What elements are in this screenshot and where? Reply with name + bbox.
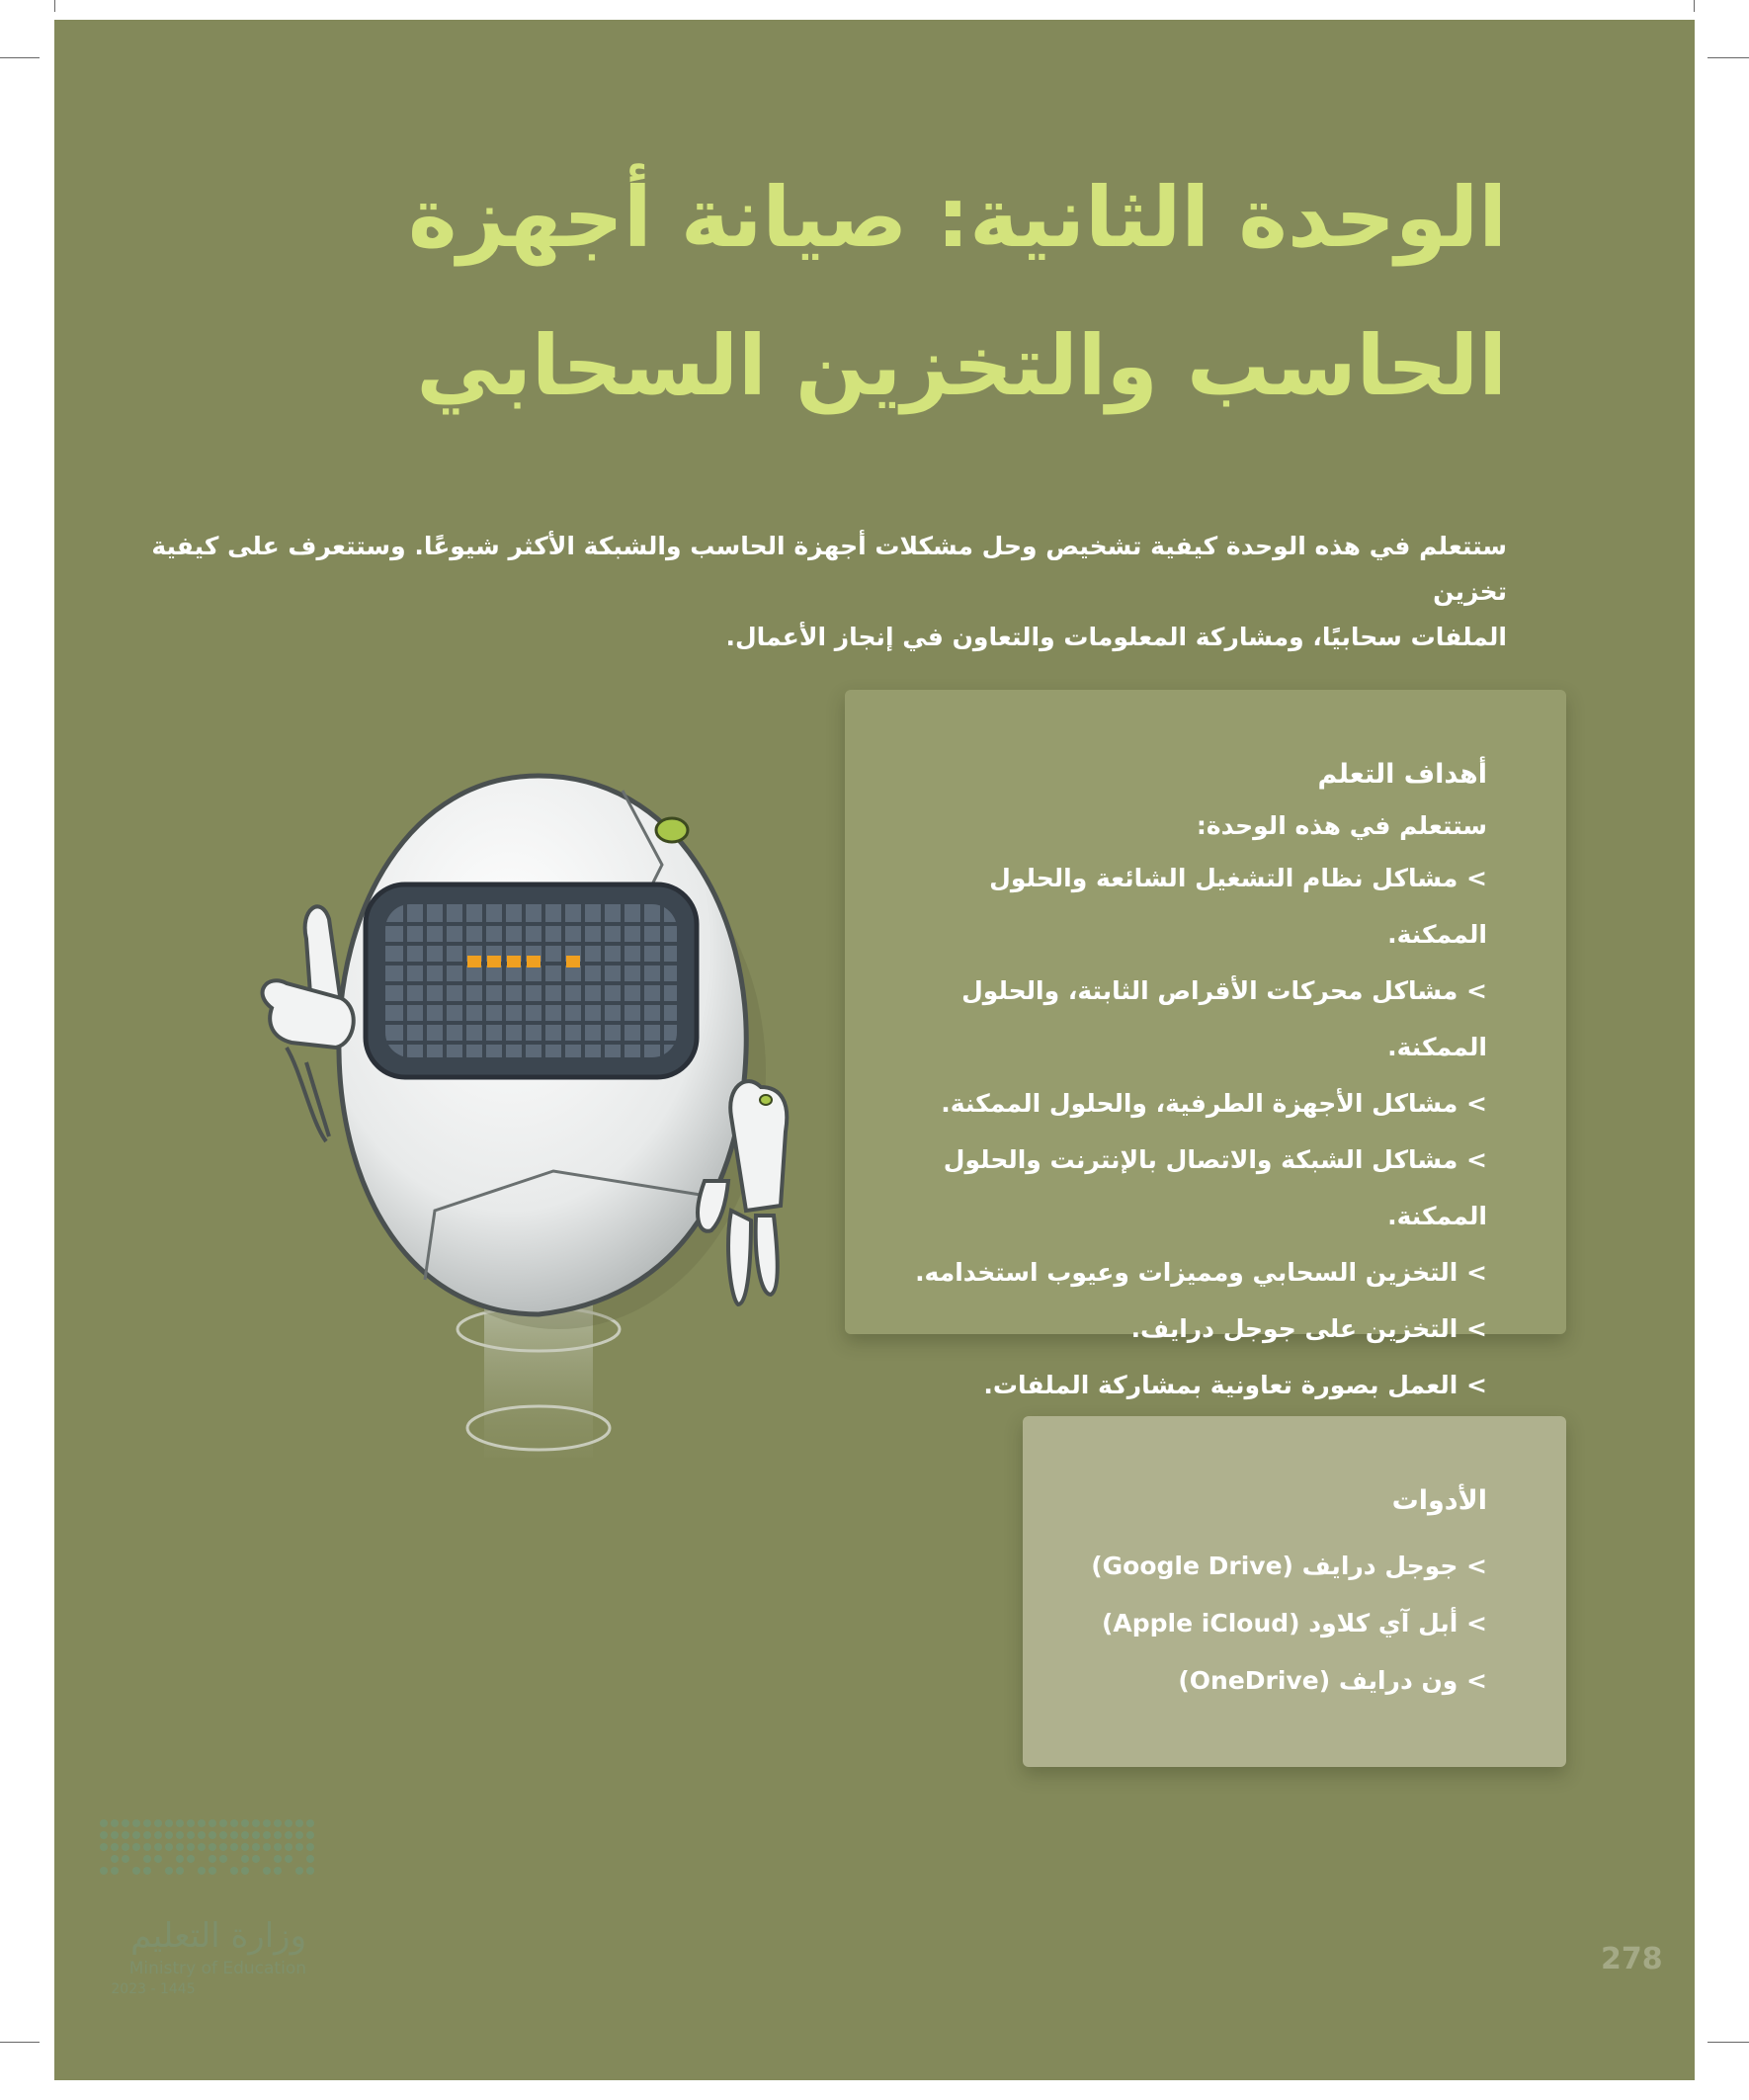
logo-year-text: 2023 - 1445: [111, 1981, 196, 1997]
logo-dot: [241, 1843, 249, 1851]
logo-dot: [165, 1819, 173, 1827]
logo-dot: [230, 1843, 238, 1851]
logo-dot: [176, 1843, 184, 1851]
logo-dot: [208, 1867, 216, 1875]
logo-dot: [295, 1819, 303, 1827]
logo-dot: [198, 1831, 206, 1839]
logo-dot: [111, 1867, 119, 1875]
logo-dot: [274, 1831, 282, 1839]
logo-dot: [219, 1819, 227, 1827]
learning-goals-box: [845, 690, 1566, 1399]
logo-dot: [263, 1819, 271, 1827]
robot-sensor-light: [656, 818, 688, 842]
logo-dot: [252, 1843, 260, 1851]
logo-dot: [132, 1819, 140, 1827]
logo-dot: [122, 1831, 129, 1839]
list-item: > مشاكل محركات الأقراص الثابتة، والحلول الممكنة.: [961, 976, 1487, 1061]
logo-dot: [154, 1843, 162, 1851]
logo-english-text: Ministry of Education: [128, 1959, 306, 1978]
logo-dot: [306, 1831, 314, 1839]
learning-goals-list: [884, 850, 1487, 1413]
logo-dot: [306, 1855, 314, 1863]
logo-dot: [241, 1855, 249, 1863]
logo-dot: [230, 1867, 238, 1875]
logo-dot: [165, 1867, 173, 1875]
logo-dot: [252, 1819, 260, 1827]
logo-dot: [143, 1855, 151, 1863]
learning-goals-title: أهداف التعلم: [1317, 759, 1487, 790]
logo-dot: [208, 1843, 216, 1851]
logo-dot: [219, 1855, 227, 1863]
logo-dot: [176, 1831, 184, 1839]
logo-dot: [165, 1843, 173, 1851]
logo-dot: [263, 1843, 271, 1851]
logo-dot: [165, 1831, 173, 1839]
logo-dot: [143, 1831, 151, 1839]
logo-dot: [285, 1855, 292, 1863]
crop-mark: [1707, 2042, 1749, 2043]
logo-dot: [241, 1831, 249, 1839]
crop-mark: [0, 57, 40, 58]
logo-dot: [241, 1867, 249, 1875]
unit-title-line2: الحاسب والتخزين السحابي: [416, 317, 1507, 414]
ministry-of-education-logo: [94, 1813, 321, 2001]
logo-dot: [187, 1819, 195, 1827]
logo-dot: [187, 1855, 195, 1863]
logo-dot: [198, 1843, 206, 1851]
logo-dot: [295, 1867, 303, 1875]
logo-dot: [176, 1819, 184, 1827]
list-item: > جوجل درايف (Google Drive): [1091, 1552, 1487, 1580]
list-item: > مشاكل الشبكة والاتصال بالإنترنت والحلول الممكنة.: [943, 1145, 1487, 1230]
logo-dot: [295, 1831, 303, 1839]
logo-dot: [111, 1831, 119, 1839]
logo-dot: [143, 1867, 151, 1875]
logo-dot: [100, 1819, 108, 1827]
logo-dot: [306, 1843, 314, 1851]
logo-dot: [219, 1843, 227, 1851]
logo-dot: [295, 1843, 303, 1851]
logo-dot: [132, 1867, 140, 1875]
list-item: > العمل بصورة تعاونية بمشاركة الملفات.: [983, 1371, 1487, 1399]
logo-dot: [154, 1819, 162, 1827]
logo-dot: [100, 1867, 108, 1875]
logo-dot: [208, 1831, 216, 1839]
logo-dot: [252, 1855, 260, 1863]
unit-intro-line1: ستتعلم في هذه الوحدة كيفية تشخيص وحل مشكلات أجهزة الحاسب والشبكة الأكثر شيوعًا. وستتعرف على كيفية تخزين: [151, 532, 1507, 606]
logo-dot: [263, 1867, 271, 1875]
logo-dot: [285, 1831, 292, 1839]
logo-dot: [111, 1855, 119, 1863]
logo-dot: [306, 1819, 314, 1827]
logo-dot: [100, 1843, 108, 1851]
logo-dot: [122, 1819, 129, 1827]
logo-dot: [208, 1855, 216, 1863]
logo-dot: [143, 1843, 151, 1851]
list-item: > مشاكل نظام التشغيل الشائعة والحلول الممكنة.: [989, 864, 1487, 949]
tools-box: [1023, 1416, 1566, 1767]
logo-dot: [285, 1843, 292, 1851]
logo-arabic-text: وزارة التعليم: [130, 1916, 306, 1956]
crop-mark: [1707, 57, 1749, 58]
unit-intro: [128, 524, 1507, 660]
logo-dot: [176, 1855, 184, 1863]
logo-dot: [219, 1831, 227, 1839]
logo-dot: [143, 1819, 151, 1827]
logo-dot: [198, 1867, 206, 1875]
unit-intro-line2: الملفات سحابيًا، ومشاركة المعلومات والتعاون في إنجاز الأعمال.: [725, 623, 1507, 651]
unit-title-line1: الوحدة الثانية: صيانة أجهزة: [407, 169, 1507, 266]
tools-title: الأدوات: [1391, 1485, 1487, 1516]
logo-dot: [208, 1819, 216, 1827]
logo-dot: [274, 1843, 282, 1851]
learning-goals-subtitle: ستتعلم في هذه الوحدة:: [1196, 811, 1487, 840]
logo-dot: [132, 1831, 140, 1839]
logo-dot: [154, 1855, 162, 1863]
crop-mark: [0, 2042, 40, 2043]
logo-dot: [230, 1819, 238, 1827]
logo-dot: [263, 1831, 271, 1839]
logo-dot: [154, 1831, 162, 1839]
list-item: > التخزين على جوجل درايف.: [1130, 1314, 1487, 1343]
logo-dot: [198, 1819, 206, 1827]
logo-dot: [274, 1819, 282, 1827]
list-item: > التخزين السحابي ومميزات وعيوب استخدامه.: [915, 1258, 1487, 1287]
logo-dot: [187, 1843, 195, 1851]
logo-dot: [176, 1867, 184, 1875]
page: [54, 20, 1695, 2080]
logo-dot: [122, 1855, 129, 1863]
logo-dot: [122, 1843, 129, 1851]
unit-title: [222, 143, 1507, 440]
crop-mark: [1694, 0, 1695, 12]
crop-mark: [54, 0, 55, 12]
logo-dot: [187, 1831, 195, 1839]
list-item: > مشاكل الأجهزة الطرفية، والحلول الممكنة.: [941, 1089, 1487, 1118]
logo-dot: [100, 1831, 108, 1839]
tools-list: [1062, 1538, 1487, 1710]
list-item: > ون درايف (OneDrive): [1178, 1666, 1487, 1695]
logo-dot: [274, 1855, 282, 1863]
logo-dot: [241, 1819, 249, 1827]
list-item: > أبل آي كلاود (Apple iCloud): [1101, 1609, 1487, 1638]
logo-dot: [252, 1831, 260, 1839]
logo-dot: [274, 1867, 282, 1875]
logo-dot: [285, 1819, 292, 1827]
logo-dot: [111, 1843, 119, 1851]
robot-illustration: [212, 746, 865, 1458]
logo-dot: [132, 1843, 140, 1851]
logo-dot: [306, 1867, 314, 1875]
robot-left-hand: [263, 906, 354, 1141]
logo-dot: [230, 1831, 238, 1839]
page-number: 278: [1601, 1942, 1663, 1976]
logo-dot: [111, 1819, 119, 1827]
